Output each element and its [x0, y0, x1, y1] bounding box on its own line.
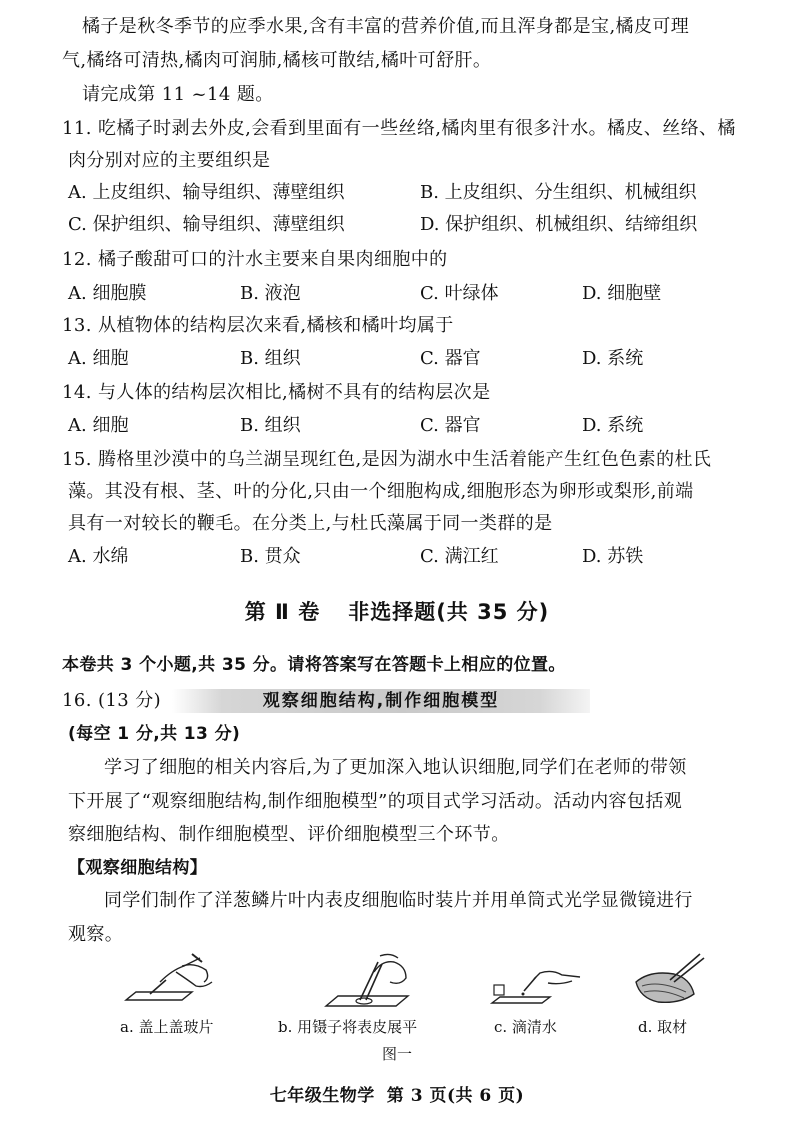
- q16-banner-title: 观察细胞结构,制作细胞模型: [262, 691, 500, 711]
- figure-caption-d: d. 取材: [638, 1018, 688, 1036]
- q11-option-d: D. 保护组织、机械组织、结缔组织: [420, 214, 698, 235]
- figure-a-cover-slip-illustration: [120, 952, 220, 1014]
- figure-caption-b: b. 用镊子将表皮展平: [278, 1018, 418, 1036]
- footer-page-number: 第 3 页(共 6 页): [386, 1086, 525, 1106]
- q16-para1-line-3: 察细胞结构、制作细胞模型、评价细胞模型三个环节。: [68, 824, 510, 845]
- q11-option-c: C. 保护组织、输导组织、薄壁组织: [68, 214, 345, 235]
- intro-line-3: 请完成第 11 ~14 题。: [82, 84, 274, 105]
- q13-stem: 13. 从植物体的结构层次来看,橘核和橘叶均属于: [62, 315, 454, 336]
- q15-stem-2: 藻。其没有根、茎、叶的分化,只由一个细胞构成,细胞形态为卵形或梨形,前端: [68, 481, 694, 502]
- q11-stem-1: 11. 吃橘子时剥去外皮,会看到里面有一些丝络,橘肉里有很多汁水。橘皮、丝络、橘: [62, 118, 736, 139]
- q15-stem-3: 具有一对较长的鞭毛。在分类上,与杜氏藻属于同一类群的是: [68, 513, 553, 534]
- q13-option-c: C. 器官: [420, 348, 481, 369]
- q12-option-b: B. 液泡: [240, 283, 301, 304]
- q15-option-b: B. 贯众: [240, 546, 301, 567]
- q15-option-a: A. 水绵: [68, 546, 129, 567]
- figure-caption-a: a. 盖上盖玻片: [120, 1018, 214, 1036]
- q11-option-a: A. 上皮组织、输导组织、薄壁组织: [68, 182, 345, 203]
- q11-options-row-2: [68, 212, 748, 238]
- figure-b-tweezers-illustration: [320, 950, 430, 1014]
- q13-option-a: A. 细胞: [68, 348, 129, 369]
- q11-options-row-1: [68, 180, 748, 206]
- q14-option-a: A. 细胞: [68, 415, 129, 436]
- q12-option-a: A. 细胞膜: [68, 283, 147, 304]
- page-footer: [0, 1081, 794, 1106]
- q14-stem: 14. 与人体的结构层次相比,橘树不具有的结构层次是: [62, 382, 491, 403]
- figure-d-onion-scale-illustration: [630, 952, 710, 1012]
- q13-option-d: D. 系统: [582, 348, 644, 369]
- section-2-title: [0, 596, 794, 626]
- section-2-title-volume: 第 Ⅱ 卷: [244, 600, 321, 624]
- q13-options: [68, 346, 748, 372]
- q12-stem: 12. 橘子酸甜可口的汁水主要来自果肉细胞中的: [62, 249, 448, 270]
- q12-option-c: C. 叶绿体: [420, 283, 499, 304]
- q16-para2-line-2: 观察。: [68, 924, 124, 945]
- section-2-instruction: 本卷共 3 个小题,共 35 分。请将答案写在答题卡上相应的位置。: [62, 655, 566, 675]
- figure-caption-c: c. 滴清水: [494, 1018, 557, 1036]
- figure-c-dropper-illustration: [488, 955, 588, 1011]
- q14-option-d: D. 系统: [582, 415, 644, 436]
- q13-option-b: B. 组织: [240, 348, 301, 369]
- q15-option-c: C. 满江红: [420, 546, 499, 567]
- q14-option-b: B. 组织: [240, 415, 301, 436]
- footer-subject: 七年级生物学: [269, 1086, 375, 1106]
- q15-stem-1: 15. 腾格里沙漠中的乌兰湖呈现红色,是因为湖水中生活着能产生红色色素的杜氏: [62, 449, 712, 470]
- q14-options: [68, 413, 748, 439]
- figure-1-label: 图一: [381, 1045, 412, 1063]
- intro-line-1: 橘子是秋冬季节的应季水果,含有丰富的营养价值,而且浑身都是宝,橘皮可理: [82, 16, 690, 37]
- q14-option-c: C. 器官: [420, 415, 481, 436]
- q16-number: 16. (13 分): [62, 690, 162, 711]
- q16-para1-line-1: 学习了细胞的相关内容后,为了更加深入地认识细胞,同学们在老师的带领: [104, 757, 687, 778]
- q15-option-d: D. 苏铁: [582, 546, 644, 567]
- q11-stem-2: 肉分别对应的主要组织是: [68, 150, 271, 171]
- q16-para2-line-1: 同学们制作了洋葱鳞片叶内表皮细胞临时装片并用单筒式光学显微镜进行: [104, 890, 693, 911]
- q12-options: [68, 281, 748, 307]
- q12-option-d: D. 细胞壁: [582, 283, 662, 304]
- q11-option-b: B. 上皮组织、分生组织、机械组织: [420, 182, 697, 203]
- q16-para1-line-2: 下开展了“观察细胞结构,制作细胞模型”的项目式学习活动。活动内容包括观: [68, 791, 683, 812]
- intro-line-2: 气,橘络可清热,橘肉可润肺,橘核可散结,橘叶可舒肝。: [62, 50, 492, 71]
- section-2-title-type: 非选择题(共 35 分): [348, 600, 550, 624]
- q16-scoring: (每空 1 分,共 13 分): [68, 724, 241, 744]
- q16-subheading: 【观察细胞结构】: [68, 858, 208, 878]
- q15-options: [68, 544, 748, 570]
